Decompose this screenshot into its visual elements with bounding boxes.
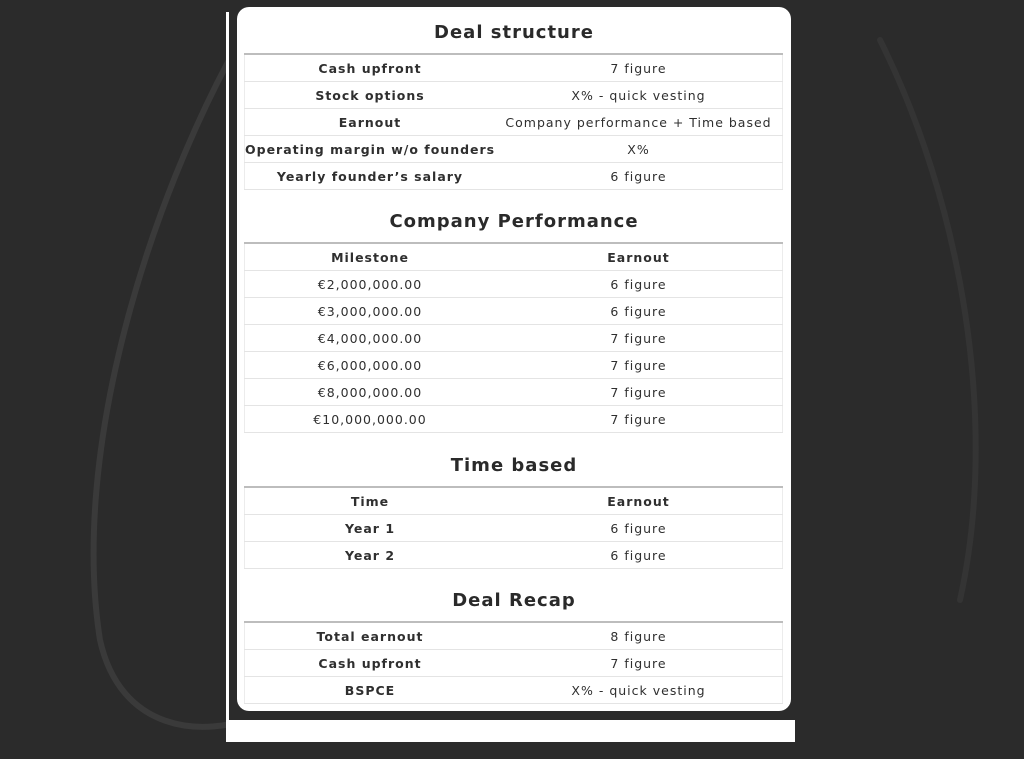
table-row <box>245 515 783 542</box>
table-row <box>245 542 783 569</box>
section-title-company-performance: Company Performance <box>389 211 639 232</box>
deal-structure-table <box>244 53 783 190</box>
column-header-milestone: Milestone <box>245 243 496 271</box>
deal-card <box>237 7 791 711</box>
row-label: Yearly founder’s salary <box>245 163 496 190</box>
row-value: 7 figure <box>495 54 783 82</box>
row-value: 7 figure <box>495 352 783 379</box>
section-title-deal-structure: Deal structure <box>434 22 594 43</box>
row-label: Operating margin w/o founders <box>245 136 496 163</box>
row-value: X% <box>495 136 783 163</box>
table-row <box>245 622 783 650</box>
row-label: Year 1 <box>245 515 496 542</box>
row-value: X% - quick vesting <box>495 677 783 704</box>
section-title-deal-recap: Deal Recap <box>452 590 576 611</box>
table-row <box>245 298 783 325</box>
column-header-time: Time <box>245 487 496 515</box>
deal-recap-table <box>244 621 783 704</box>
row-value: 7 figure <box>495 379 783 406</box>
row-value: 6 figure <box>495 542 783 569</box>
time-based-table <box>244 486 783 569</box>
row-label: Cash upfront <box>245 54 496 82</box>
row-label: €8,000,000.00 <box>245 379 496 406</box>
table-row <box>245 136 783 163</box>
table-row <box>245 54 783 82</box>
row-label: €4,000,000.00 <box>245 325 496 352</box>
column-header-earnout: Earnout <box>495 243 783 271</box>
table-row <box>245 325 783 352</box>
row-label: €3,000,000.00 <box>245 298 496 325</box>
row-label: BSPCE <box>245 677 496 704</box>
row-label: Year 2 <box>245 542 496 569</box>
table-row <box>245 271 783 298</box>
row-label: Stock options <box>245 82 496 109</box>
table-row <box>245 379 783 406</box>
table-row <box>245 677 783 704</box>
table-row <box>245 163 783 190</box>
row-value: 6 figure <box>495 163 783 190</box>
table-header-row <box>245 243 783 271</box>
row-label: Earnout <box>245 109 496 136</box>
row-value: 7 figure <box>495 406 783 433</box>
section-title-time-based: Time based <box>450 455 578 476</box>
table-row <box>245 82 783 109</box>
row-value: 6 figure <box>495 271 783 298</box>
column-header-earnout: Earnout <box>495 487 783 515</box>
row-label: €6,000,000.00 <box>245 352 496 379</box>
row-value: X% - quick vesting <box>495 82 783 109</box>
row-label: Total earnout <box>245 622 496 650</box>
table-row <box>245 650 783 677</box>
row-label: €2,000,000.00 <box>245 271 496 298</box>
row-value: 7 figure <box>495 325 783 352</box>
table-row <box>245 352 783 379</box>
row-value: 6 figure <box>495 298 783 325</box>
table-row <box>245 406 783 433</box>
table-header-row <box>245 487 783 515</box>
row-label: €10,000,000.00 <box>245 406 496 433</box>
row-value: 8 figure <box>495 622 783 650</box>
table-row <box>245 109 783 136</box>
row-value: Company performance + Time based <box>495 109 783 136</box>
row-label: Cash upfront <box>245 650 496 677</box>
company-performance-table <box>244 242 783 433</box>
row-value: 6 figure <box>495 515 783 542</box>
row-value: 7 figure <box>495 650 783 677</box>
